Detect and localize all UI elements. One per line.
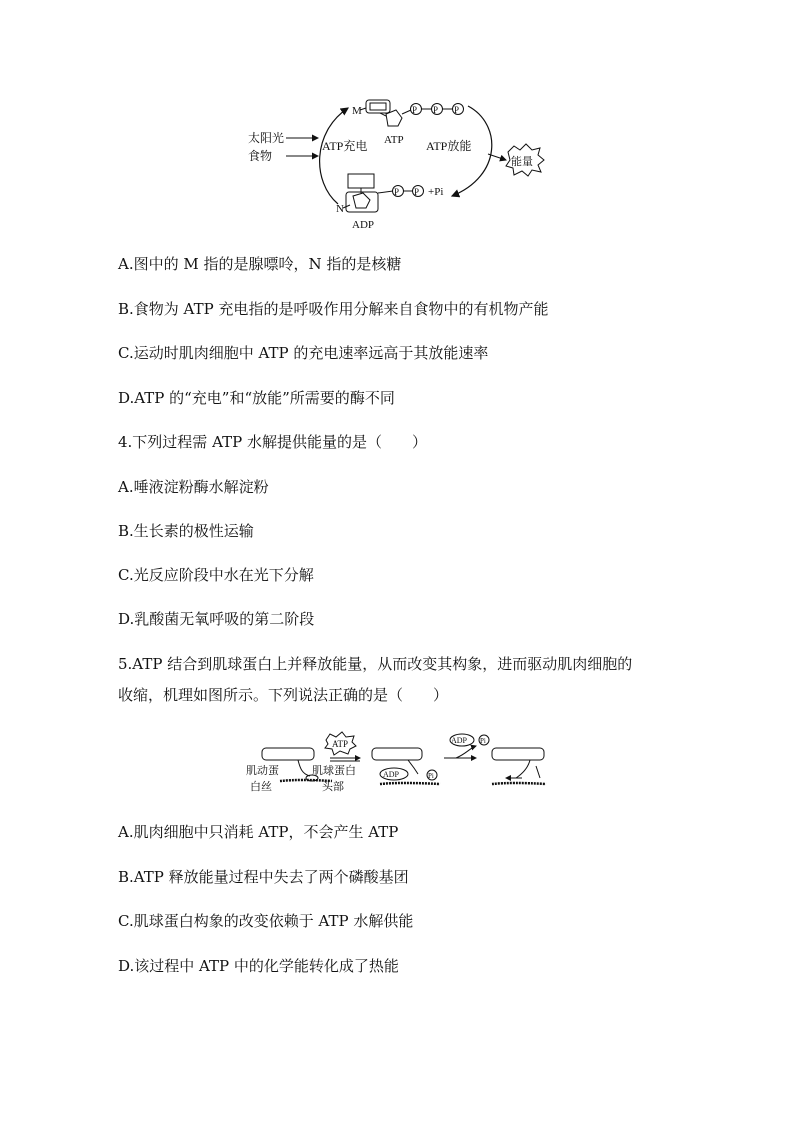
pi-label: +Pi [428,186,444,198]
svg-text:ATP: ATP [332,739,349,749]
atp-cycle-diagram [240,92,570,234]
svg-text:P: P [394,187,400,197]
myosin-label-1: 肌球蛋白 [312,765,356,777]
m-label: M [352,105,362,117]
energy-label: 能量 [511,156,533,168]
myosin-label-2: 头部 [322,781,344,793]
actin-label-1: 肌动蛋 [246,765,279,777]
sunlight-label: 太阳光 [248,131,285,145]
q5-option-a: A.肌肉细胞中只消耗 ATP，不会产生 ATP [118,823,399,841]
charge-label: ATP充电 [322,139,368,153]
svg-text:P: P [412,105,418,115]
q3-option-b: B.食物为 ATP 充电指的是呼吸作用分解来自食物中的有机物产能 [118,300,549,318]
food-label: 食物 [248,149,273,163]
atp-label: ATP [384,134,404,146]
q3-option-c: C.运动时肌肉细胞中 ATP 的充电速率远高于其放能速率 [118,344,489,362]
q4-option-c: C.光反应阶段中水在光下分解 [118,566,314,584]
q4-option-a: A.唾液淀粉酶水解淀粉 [118,478,269,496]
q4-stem: 4.下列过程需 ATP 水解提供能量的是（ ） [118,433,427,451]
svg-text:ADP: ADP [451,736,468,745]
svg-text:P: P [414,187,420,197]
q4-option-d: D.乳酸菌无氧呼吸的第二阶段 [118,610,315,628]
q3-option-a: A.图中的 M 指的是腺嘌呤，N 指的是核糖 [118,255,402,273]
q5-stem-line1: 5.ATP 结合到肌球蛋白上并释放能量，从而改变其构象，进而驱动肌肉细胞的 [118,655,633,673]
svg-text:P: P [433,105,439,115]
svg-text:P: P [454,105,460,115]
q3-option-d: D.ATP 的“充电”和“放能”所需要的酶不同 [118,389,395,407]
myosin-mechanism-diagram [240,728,560,798]
svg-text:Pi: Pi [480,737,486,745]
q5-option-d: D.该过程中 ATP 中的化学能转化成了热能 [118,957,399,975]
actin-label-2: 白丝 [250,781,272,793]
q5-option-b: B.ATP 释放能量过程中失去了两个磷酸基团 [118,868,409,886]
adp-label: ADP [352,219,375,231]
svg-text:Pi: Pi [428,772,434,780]
n-label: N [336,203,344,215]
q5-stem-line2: 收缩，机理如图所示。下列说法正确的是（ ） [118,686,449,704]
release-label: ATP放能 [426,139,472,153]
svg-text:ADP: ADP [383,770,400,779]
q4-option-b: B.生长素的极性运输 [118,522,254,540]
q5-option-c: C.肌球蛋白构象的改变依赖于 ATP 水解供能 [118,912,414,930]
